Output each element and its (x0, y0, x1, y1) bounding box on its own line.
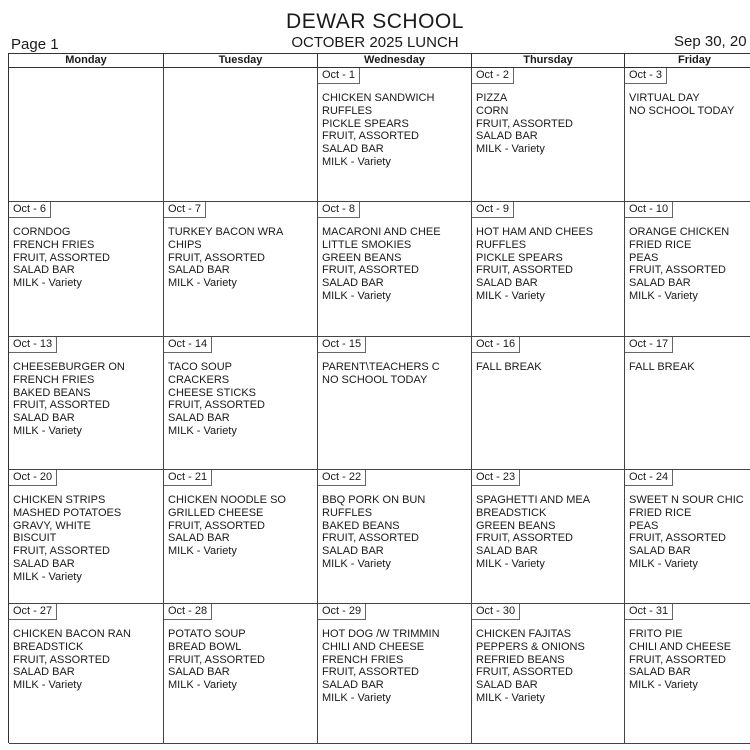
menu-item: MILK - Variety (629, 289, 698, 302)
menu-item-list (168, 494, 317, 558)
menu-item-list (476, 628, 624, 705)
menu-item-list (13, 628, 163, 692)
menu-item: SALAD BAR (168, 532, 230, 545)
day-cell (318, 202, 472, 337)
lunch-calendar (8, 53, 750, 743)
menu-item: GRILLED CHEESE (168, 506, 264, 519)
day-header-wednesday: Wednesday (318, 54, 472, 67)
menu-item-list (629, 494, 750, 571)
menu-item: CHIPS (168, 238, 202, 251)
menu-item: MILK - Variety (168, 545, 237, 558)
day-cell (318, 337, 472, 470)
menu-item: RUFFLES (322, 104, 373, 117)
day-cell (9, 202, 164, 337)
menu-item: VIRTUAL DAY (629, 92, 700, 104)
menu-item: MILK - Variety (322, 557, 391, 570)
menu-item: PEPPERS & ONIONS (476, 640, 585, 653)
menu-item: FRITO PIE (629, 628, 683, 640)
menu-item: FRUIT, ASSORTED (322, 130, 419, 143)
menu-item: FRENCH FRIES (13, 373, 95, 386)
menu-item: PICKLE SPEARS (476, 251, 563, 264)
menu-item: MILK - Variety (322, 155, 391, 168)
day-cell (472, 68, 625, 202)
menu-item: BISCUIT (13, 532, 57, 545)
menu-item: PICKLE SPEARS (322, 117, 409, 130)
menu-item: CRACKERS (168, 373, 230, 386)
page-number: Page 1 (11, 36, 59, 53)
menu-item-list (322, 361, 471, 387)
menu-item: CHEESEBURGER ON (13, 361, 125, 373)
menu-item: FRUIT, ASSORTED (476, 264, 573, 277)
day-header-monday: Monday (9, 54, 164, 67)
menu-item: TURKEY BACON WRA (168, 226, 284, 238)
day-date: Oct - 14 (164, 337, 212, 353)
menu-item: GRAVY, WHITE (13, 519, 91, 532)
menu-item: MILK - Variety (13, 570, 82, 583)
day-date: Oct - 17 (625, 337, 673, 353)
day-cell (9, 470, 164, 604)
menu-item: SALAD BAR (13, 412, 75, 425)
menu-item: CHILI AND CHEESE (322, 640, 425, 653)
menu-item: SALAD BAR (629, 277, 691, 290)
menu-item: CHICKEN BACON RAN (13, 628, 131, 640)
empty-day-cell (9, 68, 164, 202)
print-date: Sep 30, 20 (674, 33, 747, 50)
menu-item: FRENCH FRIES (322, 653, 404, 666)
menu-item-list (13, 494, 163, 584)
day-cell (472, 202, 625, 337)
menu-item: FRUIT, ASSORTED (13, 545, 110, 558)
menu-item-list (629, 361, 750, 374)
menu-item: GREEN BEANS (322, 251, 402, 264)
menu-item: HOT HAM AND CHEES (476, 226, 594, 238)
menu-item: MILK - Variety (13, 277, 82, 290)
menu-item: SALAD BAR (322, 545, 384, 558)
day-cell (164, 470, 318, 604)
day-cell (472, 470, 625, 604)
menu-item: SALAD BAR (476, 130, 538, 143)
menu-item: MILK - Variety (476, 289, 545, 302)
menu-item-list (629, 226, 750, 303)
menu-item: POTATO SOUP (168, 628, 246, 640)
menu-item: MACARONI AND CHEE (322, 226, 441, 238)
menu-item: PEAS (629, 251, 659, 264)
menu-item: CORN (476, 104, 509, 117)
day-cell (9, 337, 164, 470)
menu-item: BREADSTICK (476, 506, 547, 519)
menu-item: PARENT\TEACHERS C (322, 361, 440, 373)
school-title: DEWAR SCHOOL (286, 10, 464, 33)
day-cell (164, 202, 318, 337)
day-date: Oct - 15 (318, 337, 366, 353)
menu-item: GREEN BEANS (476, 519, 556, 532)
day-cell (472, 337, 625, 470)
menu-item: TACO SOUP (168, 361, 232, 373)
menu-item-list (476, 92, 624, 156)
menu-item: SALAD BAR (13, 666, 75, 679)
menu-item: MILK - Variety (168, 679, 237, 692)
day-cell (625, 604, 750, 744)
menu-item: FRUIT, ASSORTED (629, 653, 726, 666)
menu-item: REFRIED BEANS (476, 653, 565, 666)
menu-item: CHICKEN SANDWICH (322, 92, 435, 104)
day-date: Oct - 28 (164, 604, 212, 620)
menu-item: FRUIT, ASSORTED (629, 264, 726, 277)
menu-item-list (13, 226, 163, 290)
menu-item: FRIED RICE (629, 238, 692, 251)
menu-item: SALAD BAR (322, 679, 384, 692)
day-header-thursday: Thursday (472, 54, 625, 67)
menu-item: SALAD BAR (476, 277, 538, 290)
menu-item: SPAGHETTI AND MEA (476, 494, 591, 506)
menu-item: FRUIT, ASSORTED (322, 532, 419, 545)
menu-item: FRUIT, ASSORTED (168, 653, 265, 666)
menu-item-list (168, 361, 317, 438)
day-date: Oct - 31 (625, 604, 673, 620)
menu-item: MILK - Variety (476, 691, 545, 704)
menu-item: SALAD BAR (476, 545, 538, 558)
menu-item: HOT DOG /W TRIMMIN (322, 628, 440, 640)
menu-item: SALAD BAR (322, 143, 384, 156)
menu-item: FRUIT, ASSORTED (13, 653, 110, 666)
menu-item-list (322, 494, 471, 571)
menu-item-list (629, 628, 750, 692)
day-cell (318, 68, 472, 202)
menu-item: BAKED BEANS (13, 386, 91, 399)
menu-item: RUFFLES (476, 238, 527, 251)
day-date: Oct - 13 (9, 337, 57, 353)
menu-item-list (322, 628, 471, 705)
menu-item: SALAD BAR (13, 557, 75, 570)
menu-item: SALAD BAR (168, 264, 230, 277)
day-header-tuesday: Tuesday (164, 54, 318, 67)
menu-item-list (629, 92, 750, 118)
menu-item-list (476, 494, 624, 571)
day-date: Oct - 10 (625, 202, 673, 218)
menu-item: FALL BREAK (629, 361, 695, 373)
day-cell (318, 604, 472, 744)
day-cell (625, 202, 750, 337)
day-cell (9, 604, 164, 744)
menu-item: MILK - Variety (168, 277, 237, 290)
menu-item: CHICKEN FAJITAS (476, 628, 572, 640)
menu-item: NO SCHOOL TODAY (322, 373, 428, 386)
day-date: Oct - 23 (472, 470, 520, 486)
menu-item: MASHED POTATOES (13, 506, 122, 519)
menu-item: SALAD BAR (629, 666, 691, 679)
menu-item: LITTLE SMOKIES (322, 238, 412, 251)
menu-title: OCTOBER 2025 LUNCH (291, 34, 459, 51)
menu-item-list (322, 92, 471, 169)
menu-item: CORNDOG (13, 226, 71, 238)
day-cell (625, 68, 750, 202)
menu-item: MILK - Variety (322, 691, 391, 704)
menu-item: FRUIT, ASSORTED (476, 117, 573, 130)
day-date: Oct - 9 (472, 202, 514, 218)
day-date: Oct - 24 (625, 470, 673, 486)
menu-item: FRUIT, ASSORTED (629, 532, 726, 545)
menu-item: PEAS (629, 519, 659, 532)
empty-day-cell (164, 68, 318, 202)
menu-item: SALAD BAR (476, 679, 538, 692)
menu-item: FRENCH FRIES (13, 238, 95, 251)
menu-item: FRUIT, ASSORTED (476, 666, 573, 679)
day-date: Oct - 30 (472, 604, 520, 620)
menu-item: FALL BREAK (476, 361, 542, 373)
day-cell (472, 604, 625, 744)
menu-item: FRUIT, ASSORTED (13, 251, 110, 264)
day-date: Oct - 21 (164, 470, 212, 486)
menu-item: CHICKEN NOODLE SO (168, 494, 286, 506)
menu-item: SALAD BAR (629, 545, 691, 558)
menu-item-list (13, 361, 163, 438)
day-date: Oct - 7 (164, 202, 206, 218)
menu-item: CHILI AND CHEESE (629, 640, 732, 653)
menu-item: ORANGE CHICKEN (629, 226, 730, 238)
menu-item: NO SCHOOL TODAY (629, 104, 735, 117)
day-date: Oct - 20 (9, 470, 57, 486)
menu-item-list (168, 628, 317, 692)
menu-item-list (476, 226, 624, 303)
menu-item: FRUIT, ASSORTED (168, 399, 265, 412)
menu-item: SALAD BAR (168, 412, 230, 425)
menu-item: MILK - Variety (629, 679, 698, 692)
menu-item-list (322, 226, 471, 303)
menu-item: SALAD BAR (13, 264, 75, 277)
menu-item: MILK - Variety (629, 557, 698, 570)
menu-item: BAKED BEANS (322, 519, 400, 532)
menu-item: MILK - Variety (168, 424, 237, 437)
day-date: Oct - 22 (318, 470, 366, 486)
day-date: Oct - 16 (472, 337, 520, 353)
menu-item: FRUIT, ASSORTED (322, 264, 419, 277)
menu-item: MILK - Variety (476, 557, 545, 570)
menu-item-list (168, 226, 317, 290)
day-date: Oct - 3 (625, 68, 667, 84)
menu-item: SWEET N SOUR CHIC (629, 494, 744, 506)
menu-item: MILK - Variety (13, 679, 82, 692)
menu-item: MILK - Variety (322, 289, 391, 302)
day-cell (164, 337, 318, 470)
menu-item: BBQ PORK ON BUN (322, 494, 426, 506)
day-cell (625, 337, 750, 470)
menu-item: FRUIT, ASSORTED (168, 519, 265, 532)
menu-item: CHEESE STICKS (168, 386, 257, 399)
day-date: Oct - 8 (318, 202, 360, 218)
weekday-header-row (9, 54, 750, 68)
menu-item: MILK - Variety (476, 143, 545, 156)
day-date: Oct - 1 (318, 68, 360, 84)
menu-item: RUFFLES (322, 506, 373, 519)
menu-item: FRUIT, ASSORTED (168, 251, 265, 264)
menu-item: BREAD BOWL (168, 640, 242, 653)
day-cell (625, 470, 750, 604)
menu-item: CHICKEN STRIPS (13, 494, 106, 506)
day-date: Oct - 27 (9, 604, 57, 620)
day-cell (318, 470, 472, 604)
day-header-friday: Friday (625, 54, 750, 67)
menu-item: FRIED RICE (629, 506, 692, 519)
menu-item: SALAD BAR (322, 277, 384, 290)
day-date: Oct - 29 (318, 604, 366, 620)
menu-item: FRUIT, ASSORTED (322, 666, 419, 679)
menu-item: MILK - Variety (13, 424, 82, 437)
day-cell (164, 604, 318, 744)
menu-item: PIZZA (476, 92, 508, 104)
menu-item: FRUIT, ASSORTED (476, 532, 573, 545)
menu-item: SALAD BAR (168, 666, 230, 679)
menu-item: BREADSTICK (13, 640, 84, 653)
menu-item: FRUIT, ASSORTED (13, 399, 110, 412)
day-date: Oct - 2 (472, 68, 514, 84)
day-date: Oct - 6 (9, 202, 51, 218)
menu-item-list (476, 361, 624, 374)
